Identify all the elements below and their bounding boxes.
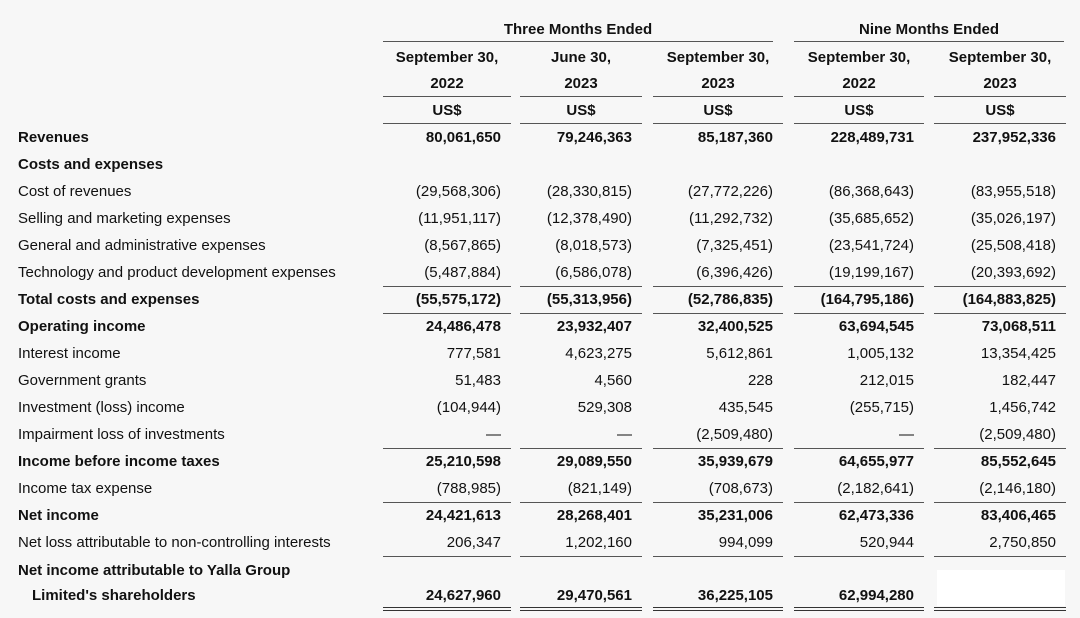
row-value: 83,406,465: [980, 507, 1056, 524]
subtotal-rule: [794, 448, 924, 449]
table-row: [0, 475, 1080, 502]
column-header-line1: June 30,: [550, 49, 612, 66]
row-value: 35,939,679: [697, 453, 773, 470]
table-row: [0, 178, 1080, 205]
row-label: Cost of revenues: [18, 183, 132, 200]
row-value: 85,187,360: [697, 129, 773, 146]
column-header-line2: 2023: [564, 75, 598, 92]
row-value: (35,685,652): [828, 210, 914, 227]
table-row: [0, 205, 1080, 232]
subtotal-rule: [520, 502, 642, 503]
row-value: 237,952,336: [972, 129, 1056, 146]
row-value: [383, 151, 501, 178]
row-label: Total costs and expenses: [18, 291, 200, 308]
row-label: Income tax expense: [18, 480, 153, 497]
row-value: (11,951,117): [418, 210, 501, 227]
subtotal-rule: [794, 556, 924, 557]
table-row: [0, 124, 1080, 151]
row-value: —: [617, 426, 632, 443]
row-value: 2,750,850: [989, 534, 1056, 551]
row-value: 212,015: [859, 372, 914, 389]
subtotal-rule: [383, 502, 511, 503]
table-row: [0, 448, 1080, 475]
row-value: 35,231,006: [697, 507, 773, 524]
row-value: 32,400,525: [697, 318, 773, 335]
column-header-line1: September 30,: [395, 49, 499, 66]
subtotal-rule: [934, 286, 1066, 287]
subtotal-rule: [520, 556, 642, 557]
row-value: 24,486,478: [425, 318, 501, 335]
row-value: (821,149): [567, 480, 632, 497]
subtotal-rule: [653, 502, 783, 503]
column-header-line2: 2023: [983, 75, 1017, 92]
subtotal-rule: [934, 313, 1066, 314]
column-header-currency: US$: [566, 102, 596, 119]
table-row: [0, 313, 1080, 340]
row-value: (2,509,480): [696, 426, 773, 443]
row-value: 1,005,132: [847, 345, 914, 362]
column-header-currency: US$: [844, 102, 874, 119]
row-value: 520,944: [859, 534, 914, 551]
table-row: [0, 421, 1080, 448]
column-header-currency: US$: [432, 102, 462, 119]
subtotal-rule: [520, 448, 642, 449]
row-value: 23,932,407: [556, 318, 632, 335]
row-value: (52,786,835): [687, 291, 773, 308]
row-label: Costs and expenses: [18, 156, 164, 173]
row-value: (7,325,451): [696, 237, 773, 254]
row-label: Selling and marketing expenses: [18, 210, 231, 227]
row-value: [653, 151, 773, 178]
subtotal-rule: [383, 313, 511, 314]
row-value: 4,560: [594, 372, 632, 389]
row-value: 529,308: [577, 399, 632, 416]
row-value: (55,313,956): [546, 291, 632, 308]
row-value: [520, 151, 632, 178]
row-value: 29,089,550: [556, 453, 632, 470]
subtotal-rule: [653, 313, 783, 314]
row-value: 79,246,363: [556, 129, 632, 146]
row-value: (86,368,643): [828, 183, 914, 200]
row-value: 24,421,613: [425, 507, 501, 524]
row-value: (83,955,518): [970, 183, 1056, 200]
row-label: Revenues: [18, 129, 89, 146]
row-value: (255,715): [849, 399, 914, 416]
subtotal-rule: [520, 313, 642, 314]
subtotal-rule: [520, 286, 642, 287]
row-value: (20,393,692): [970, 264, 1056, 281]
row-value: 777,581: [446, 345, 501, 362]
final-row-label-line1: Net income attributable to Yalla Group: [18, 562, 291, 579]
row-value: 28,268,401: [556, 507, 632, 524]
subtotal-rule: [383, 286, 511, 287]
row-value: —: [899, 426, 914, 443]
row-value: [794, 151, 914, 178]
row-label: General and administrative expenses: [18, 237, 266, 254]
table-row: [0, 259, 1080, 286]
group-header-three-months: Three Months Ended: [503, 21, 653, 38]
row-value: 1,202,160: [565, 534, 632, 551]
column-header-line2: 2022: [842, 75, 876, 92]
row-label: Net loss attributable to non-controlling interests: [18, 534, 331, 551]
row-value: 182,447: [1001, 372, 1056, 389]
row-value: (27,772,226): [687, 183, 773, 200]
row-value: (8,018,573): [555, 237, 632, 254]
subtotal-rule: [653, 556, 783, 557]
table-row: [0, 340, 1080, 367]
row-value: (104,944): [436, 399, 501, 416]
row-value: 5,612,861: [706, 345, 773, 362]
table-row: [0, 367, 1080, 394]
row-value: 4,623,275: [565, 345, 632, 362]
row-value: (788,985): [436, 480, 501, 497]
column-header-currency: US$: [703, 102, 733, 119]
final-row-value: 36,225,105: [697, 587, 773, 604]
subtotal-rule: [653, 286, 783, 287]
row-value: (164,795,186): [820, 291, 914, 308]
subtotal-rule: [794, 313, 924, 314]
row-value: 25,210,598: [425, 453, 501, 470]
table-row: [0, 232, 1080, 259]
subtotal-rule: [794, 286, 924, 287]
row-value: 63,694,545: [838, 318, 914, 335]
row-label: Impairment loss of investments: [18, 426, 225, 443]
row-value: [934, 151, 1056, 178]
subtotal-rule: [934, 556, 1066, 557]
row-value: (35,026,197): [970, 210, 1056, 227]
row-value: 13,354,425: [980, 345, 1056, 362]
row-value: (5,487,884): [424, 264, 501, 281]
final-row-value: 29,470,561: [556, 587, 632, 604]
column-header-line1: September 30,: [948, 49, 1052, 66]
column-header-currency: US$: [985, 102, 1015, 119]
column-header-line2: 2023: [701, 75, 735, 92]
row-label: Technology and product development expenses: [18, 264, 336, 281]
row-value: 228,489,731: [830, 129, 914, 146]
row-label: Government grants: [18, 372, 147, 389]
subtotal-rule: [794, 502, 924, 503]
table-row: [0, 502, 1080, 529]
subtotal-rule: [934, 448, 1066, 449]
row-value: (12,378,490): [546, 210, 632, 227]
row-value: (25,508,418): [970, 237, 1056, 254]
subtotal-rule: [653, 448, 783, 449]
column-header-line1: September 30,: [807, 49, 911, 66]
row-value: —: [486, 426, 501, 443]
row-label: Operating income: [18, 318, 146, 335]
row-label: Income before income taxes: [18, 453, 220, 470]
row-value: 1,456,742: [989, 399, 1056, 416]
table-row: [0, 394, 1080, 421]
row-value: 206,347: [446, 534, 501, 551]
row-value: (55,575,172): [415, 291, 501, 308]
row-value: (28,330,815): [546, 183, 632, 200]
group2-underline: [794, 41, 1064, 42]
final-row-value: 24,627,960: [425, 587, 501, 604]
row-value: 51,483: [455, 372, 501, 389]
row-value: 73,068,511: [981, 318, 1056, 335]
row-label: Net income: [18, 507, 99, 524]
row-value: 85,552,645: [980, 453, 1056, 470]
row-value: 228: [747, 372, 773, 389]
row-value: 994,099: [718, 534, 773, 551]
row-value: (29,568,306): [415, 183, 501, 200]
group-header-nine-months: Nine Months Ended: [859, 21, 999, 38]
row-value: (6,396,426): [696, 264, 773, 281]
row-value: (2,182,641): [837, 480, 914, 497]
subtotal-rule: [934, 502, 1066, 503]
redaction-box: [937, 570, 1065, 606]
table-row: [0, 151, 1080, 178]
row-value: 64,655,977: [838, 453, 914, 470]
row-label: Interest income: [18, 345, 121, 362]
row-value: 435,545: [718, 399, 773, 416]
row-value: 80,061,650: [425, 129, 501, 146]
group1-underline: [383, 41, 773, 42]
row-value: (23,541,724): [828, 237, 914, 254]
row-value: 62,473,336: [838, 507, 914, 524]
final-row-value: 62,994,280: [838, 587, 914, 604]
column-header-line2: 2022: [430, 75, 464, 92]
row-value: (164,883,825): [962, 291, 1056, 308]
row-value: (6,586,078): [555, 264, 632, 281]
row-label: Investment (loss) income: [18, 399, 185, 416]
row-value: (2,146,180): [979, 480, 1056, 497]
final-row-label-line2: Limited's shareholders: [32, 587, 196, 604]
table-row: [0, 286, 1080, 313]
table-row: [0, 529, 1080, 556]
row-value: (11,292,732): [689, 210, 773, 227]
column-header-line1: September 30,: [666, 49, 770, 66]
row-value: (708,673): [708, 480, 773, 497]
row-value: (19,199,167): [828, 264, 914, 281]
row-value: (2,509,480): [979, 426, 1056, 443]
subtotal-rule: [383, 556, 511, 557]
subtotal-rule: [383, 448, 511, 449]
row-value: (8,567,865): [424, 237, 501, 254]
